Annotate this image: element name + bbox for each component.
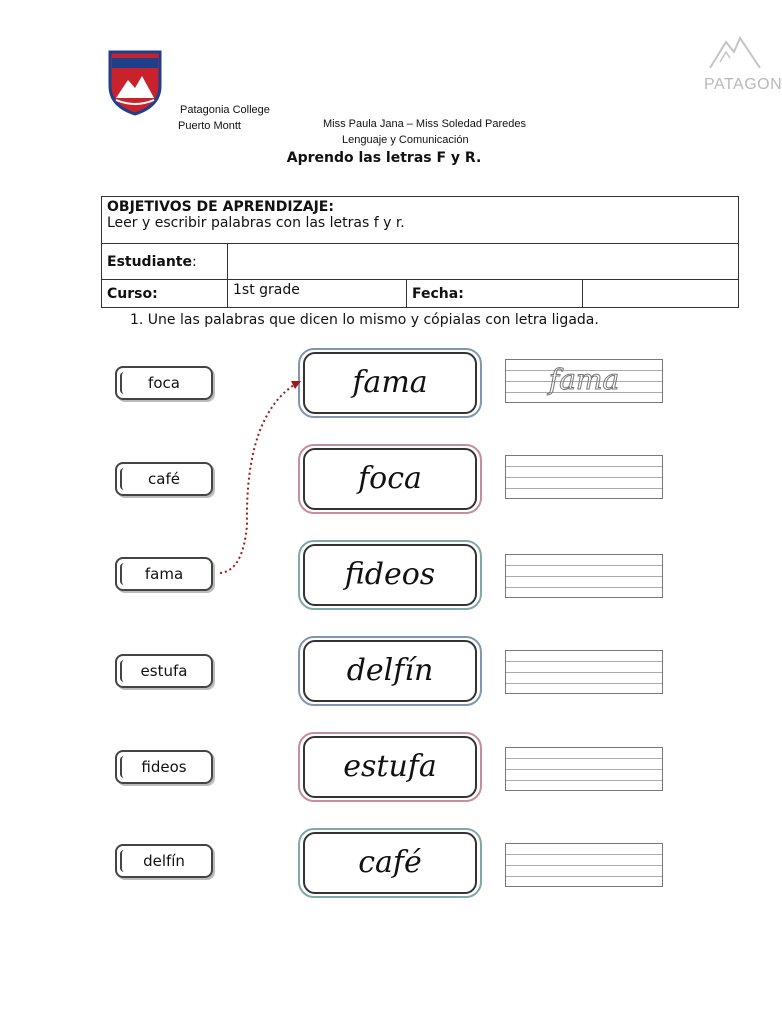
cursive-word-box[interactable]: delfín [303,640,477,702]
student-label: Estudiante [107,253,192,270]
writing-lines[interactable] [505,359,663,403]
writing-lines[interactable] [505,747,663,791]
info-table [101,196,739,308]
page-title: Aprendo las letras F y R. [286,150,482,166]
print-word-box[interactable]: fideos [115,750,213,784]
print-word-box[interactable]: foca [115,366,213,400]
print-word-box[interactable]: estufa [115,654,213,688]
date-label: Fecha: [407,280,583,308]
example-connector-line [215,375,310,580]
subject: Lenguaje y Comunicación [342,134,469,146]
objectives-text: Leer y escribir palabras con las letras f y r. [107,215,405,231]
date-field[interactable] [583,280,739,308]
objectives-label: OBJETIVOS DE APRENDIZAJE: [107,199,334,215]
instruction-text: 1. Une las palabras que dicen lo mismo y cópialas con letra ligada. [130,312,599,328]
example-traced-word: fama [548,363,620,396]
school-city: Puerto Montt [178,120,241,132]
writing-lines[interactable] [505,554,663,598]
cursive-word-box[interactable]: fama [303,352,477,414]
cursive-word-box[interactable]: estufa [303,736,477,798]
writing-lines[interactable] [505,650,663,694]
writing-lines[interactable] [505,455,663,499]
cursive-word-box[interactable]: fideos [303,544,477,606]
student-field[interactable] [228,244,739,280]
cursive-word-box[interactable]: foca [303,448,477,510]
course-field[interactable]: 1st grade [228,280,407,308]
print-word-box[interactable]: fama [115,557,213,591]
writing-lines[interactable] [505,843,663,887]
school-name: Patagonia College [180,104,270,116]
objectives-cell [102,197,739,244]
teachers: Miss Paula Jana – Miss Soledad Paredes [323,118,526,130]
student-label-cell [102,244,228,280]
watermark-mountain-icon [700,32,768,110]
watermark-text: PATAGON [704,76,782,93]
print-word-box[interactable]: delfín [115,844,213,878]
student-colon: : [191,253,197,270]
print-word-box[interactable]: café [115,462,213,496]
course-label: Curso: [102,280,228,308]
school-logo [106,48,164,116]
cursive-word-box[interactable]: café [303,832,477,894]
